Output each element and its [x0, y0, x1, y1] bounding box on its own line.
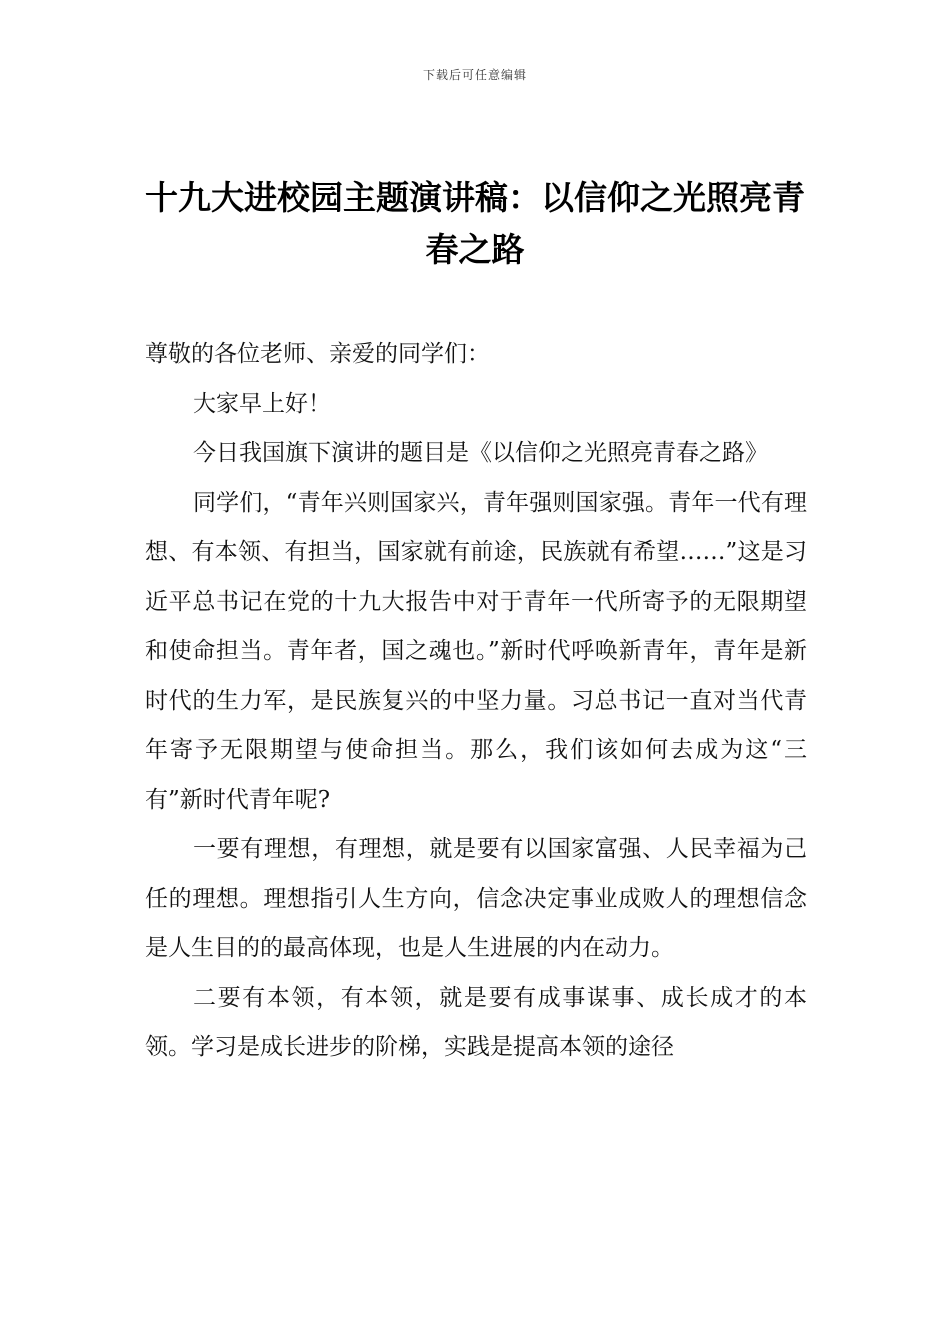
document-title: 十九大进校园主题演讲稿：以信仰之光照亮青春之路 [145, 178, 805, 269]
salutation: 尊敬的各位老师、亲爱的同学们： [145, 341, 490, 367]
paragraph-ability: 二要有本领，有本领，就是要有成事谋事、成长成才的本领。学习是成长进步的阶梯，实践是提高本领的途径 [145, 984, 807, 1060]
document-body [145, 330, 807, 1073]
paragraph-topic: 今日我国旗下演讲的题目是《以信仰之光照亮青春之路》 [193, 440, 768, 466]
paragraph-ideal: 一要有理想，有理想，就是要有以国家富强、人民幸福为己任的理想。理想指引人生方向，信念决定事业成败人的理想信念是人生目的的最高体现，也是人生进展的内在动力。 [145, 836, 807, 961]
header-note: 下载后可任意编辑 [422, 68, 527, 82]
paragraph-intro: 同学们，“青年兴则国家兴，青年强则国家强。青年一代有理想、有本领、有担当，国家就有前途，民族就有希望……”这是习近平总书记在党的十九大报告中对于青年一代所寄予的无限期望和使命担当。青年者，国之魂也。”新时代呼唤新青年，青年是新时代的生力军，是民族复兴的中坚力量。习总书记一直对当代青年寄予无限期望与使命担当。那么，我们该如何去成为这“三有”新时代青年呢? [145, 489, 807, 813]
paragraph-greeting: 大家早上好！ [193, 390, 331, 417]
